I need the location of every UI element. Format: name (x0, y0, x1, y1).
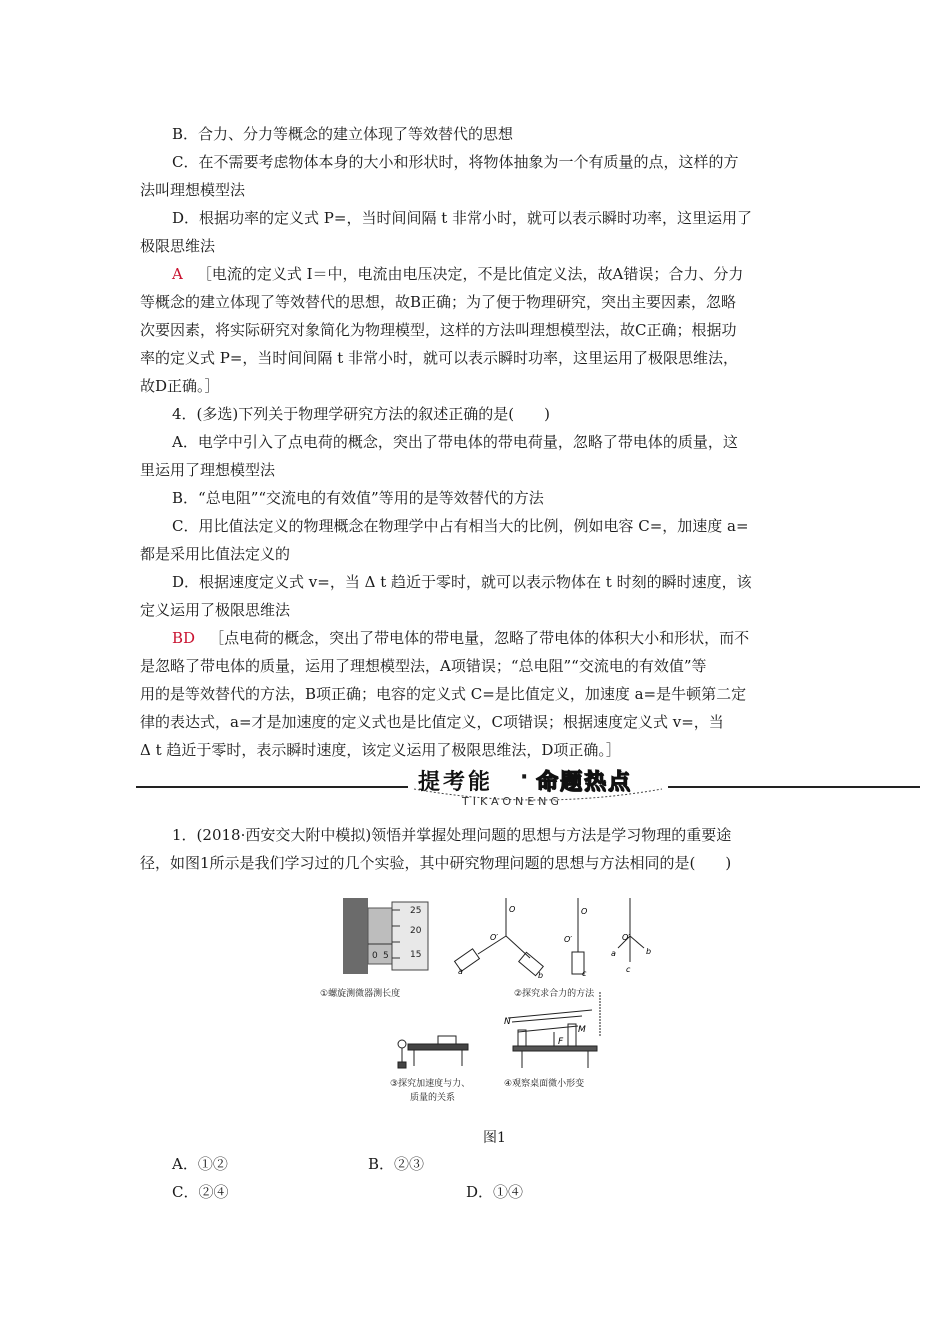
label-c-b: c (582, 969, 587, 978)
caption-4: ④观察桌面微小形变 (504, 1079, 585, 1089)
banner-rule-right (668, 786, 920, 788)
force-vectors-icon (618, 898, 644, 962)
q1-stem-line2: 径，如图1所示是我们学习过的几个实验，其中研究物理问题的思想与方法相同的是( ) (140, 854, 732, 872)
label-f: F (558, 1037, 564, 1047)
banner-dot: · (520, 765, 529, 790)
label-o-b: O (581, 907, 588, 916)
micrometer-tick-25: 25 (410, 906, 422, 916)
caption-3a: ③探究加速度与力、 (390, 1079, 471, 1089)
banner-rule-left (136, 786, 408, 788)
q4-explanation-line3: 用的是等效替代的方法，B项正确；电容的定义式 C=是比值定义，加速度 a=是牛顿第二定 (140, 685, 747, 703)
prev-option-c-line1: C．在不需要考虑物体本身的大小和形状时，将物体抽象为一个有质量的点，这样的方 (172, 153, 739, 171)
q4-explanation-line5: Δ t 趋近于零时，表示瞬时速度，该定义运用了极限思维法，D项正确。］ (140, 741, 621, 759)
prev-option-c-line2: 法叫理想模型法 (140, 181, 246, 199)
section-banner (408, 765, 668, 815)
figure-label: 图1 (483, 1130, 506, 1146)
q4-option-c-line1: C．用比值法定义的物理概念在物理学中占有相当大的比例，例如电容 C=，加速度 a= (172, 517, 749, 535)
micrometer-tick-20: 20 (410, 926, 422, 936)
label-o-prime-b: O′ (564, 935, 573, 944)
q4-answer: BD (172, 629, 196, 647)
micrometer-icon (343, 898, 428, 974)
banner-title-a: 提考能 (418, 770, 494, 795)
label-n: N (504, 1017, 511, 1027)
figure-1 (320, 896, 668, 1106)
micrometer-tick-15: 15 (410, 950, 422, 960)
micrometer-scale-5: 5 (383, 951, 389, 961)
label-a-c: a (611, 949, 616, 958)
banner-title-b: 命题热点 (536, 770, 633, 795)
caption-3b: 质量的关系 (410, 1093, 456, 1103)
q4-option-d-line1: D．根据速度定义式 v=，当 Δ t 趋近于零时，就可以表示物体在 t 时刻的瞬时速度，该 (172, 573, 752, 591)
cart-table-icon (398, 1036, 468, 1068)
force-setup-a-icon (455, 898, 544, 976)
figure-drawing (338, 896, 668, 1106)
prev-explanation-line1: A ［电流的定义式 I＝中，电流由电压决定，不是比值定义法，故A错误；合力、分力 (172, 265, 744, 283)
prev-explanation-line4: 率的定义式 P=，当时间间隔 t 非常小时，就可以表示瞬时功率，这里运用了极限思维法， (140, 349, 738, 367)
label-o-prime-a: O′ (490, 933, 499, 942)
q4-option-d-line2: 定义运用了极限思维法 (140, 601, 291, 619)
prev-explanation-line3: 次要因素，将实际研究对象简化为物理模型，这样的方法叫理想模型法，故C正确；根据功 (140, 321, 737, 339)
q4-explanation-line4: 律的表达式，a=才是加速度的定义式也是比值定义，C项错误；根据速度定义式 v=，当 (140, 713, 724, 731)
q4-stem: 4．(多选)下列关于物理学研究方法的叙述正确的是( ) (172, 405, 550, 423)
label-o-prime-c: O′ (622, 933, 631, 942)
q4-option-a-line1: A．电学中引入了点电荷的概念，突出了带电体的带电荷量，忽略了带电体的质量，这 (172, 433, 738, 451)
q1-option-c: C．②④ (172, 1183, 229, 1201)
label-o-a: O (509, 905, 516, 914)
label-c-c: c (626, 965, 631, 974)
q4-explanation-line1: BD ［点电荷的概念，突出了带电体的带电量，忽略了带电体的体积大小和形状，而不 (172, 629, 750, 647)
label-m: M (578, 1025, 586, 1035)
prev-explanation-line5: 故D正确。］ (140, 377, 220, 395)
q1-stem-line1: 1．(2018·西安交大附中模拟)领悟并掌握处理问题的思想与方法是学习物理的重要途 (172, 826, 732, 844)
q1-option-d: D．①④ (466, 1183, 524, 1201)
prev-answer: A (172, 265, 183, 283)
q1-option-b: B．②③ (368, 1155, 425, 1173)
q4-option-a-line2: 里运用了理想模型法 (140, 461, 276, 479)
prev-explanation-line2: 等概念的建立体现了等效替代的思想，故B正确；为了便于物理研究，突出主要因素，忽略 (140, 293, 737, 311)
prev-option-d-line1: D．根据功率的定义式 P=，当时间间隔 t 非常小时，就可以表示瞬时功率，这里运用了 (172, 209, 753, 227)
q4-option-b: B．“总电阻”“交流电的有效值”等用的是等效替代的方法 (172, 489, 544, 507)
label-a-a: a (458, 967, 463, 976)
micrometer-scale-0: 0 (372, 951, 378, 961)
q4-option-c-line2: 都是采用比值法定义的 (140, 545, 291, 563)
prev-option-b: B．合力、分力等概念的建立体现了等效替代的思想 (172, 125, 514, 143)
caption-2: ②探究求合力的方法 (514, 989, 595, 999)
label-b-c: b (646, 947, 652, 956)
laser-mirror-icon (508, 992, 600, 1068)
label-b-a: b (538, 971, 544, 980)
prev-option-d-line2: 极限思维法 (140, 237, 216, 255)
q4-explanation-line2: 是忽略了带电体的质量，运用了理想模型法，A项错误；“总电阻”“交流电的有效值”等 (140, 657, 707, 675)
caption-1: ①螺旋测微器测长度 (320, 989, 401, 999)
q1-option-a: A．①② (172, 1155, 228, 1173)
banner-subtitle: TIKAONENG (462, 795, 563, 808)
